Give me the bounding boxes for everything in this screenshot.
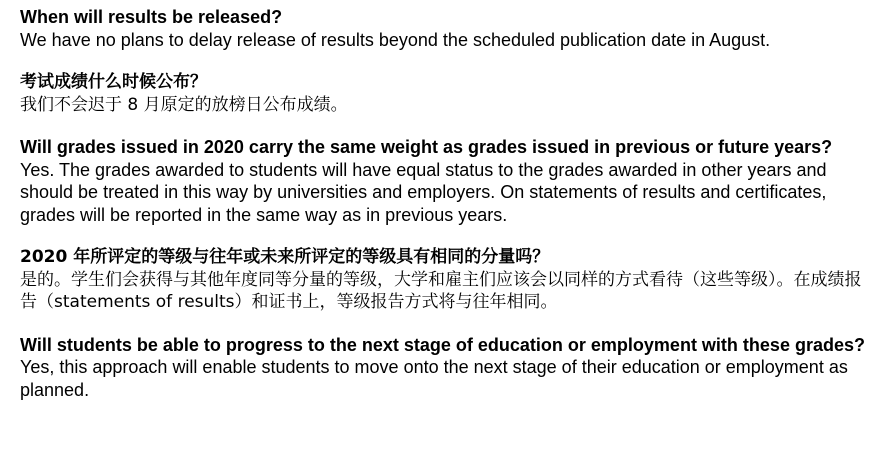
- answer-text: Yes, this approach will enable students to move onto the next stage of their education or employment as planned.: [20, 357, 848, 400]
- question-heading: 考试成绩什么时候公布？: [20, 72, 207, 92]
- answer-text: 我们不会迟于 8 月原定的放榜日公布成绩。: [20, 94, 348, 115]
- question-heading: When will results be released?: [20, 7, 283, 27]
- qa-item-progression: [20, 334, 865, 402]
- answer-text: 是的。学生们会获得与其他年度同等分量的等级，大学和雇主们应该会以同样的方式看待（这些等级）。在成绩报告（statements of results）和证书上，等级报告方式将与往年相同。: [20, 269, 862, 312]
- qa-item-grade-weight-zh: [20, 246, 865, 314]
- answer-text: We have no plans to delay release of results beyond the scheduled publication date in August.: [20, 29, 771, 50]
- document-body: [20, 6, 865, 421]
- answer-text: Yes. The grades awarded to students will have equal status to the grades awarded in other years and should be treated in this way by universities and employers. On statements of results and certificates, grades will be reported in the same way as in previous years.: [20, 159, 827, 225]
- qa-item-grade-weight: [20, 136, 865, 226]
- qa-item-results-release-zh: [20, 71, 865, 116]
- question-heading: Will students be able to progress to the next stage of education or employment with these grades?: [20, 334, 865, 355]
- qa-item-results-release: [20, 6, 865, 51]
- question-heading: 2020 年所评定的等级与往年或未来所评定的等级具有相同的分量吗？: [20, 247, 550, 267]
- question-heading: Will grades issued in 2020 carry the same weight as grades issued in previous or future years?: [20, 137, 833, 157]
